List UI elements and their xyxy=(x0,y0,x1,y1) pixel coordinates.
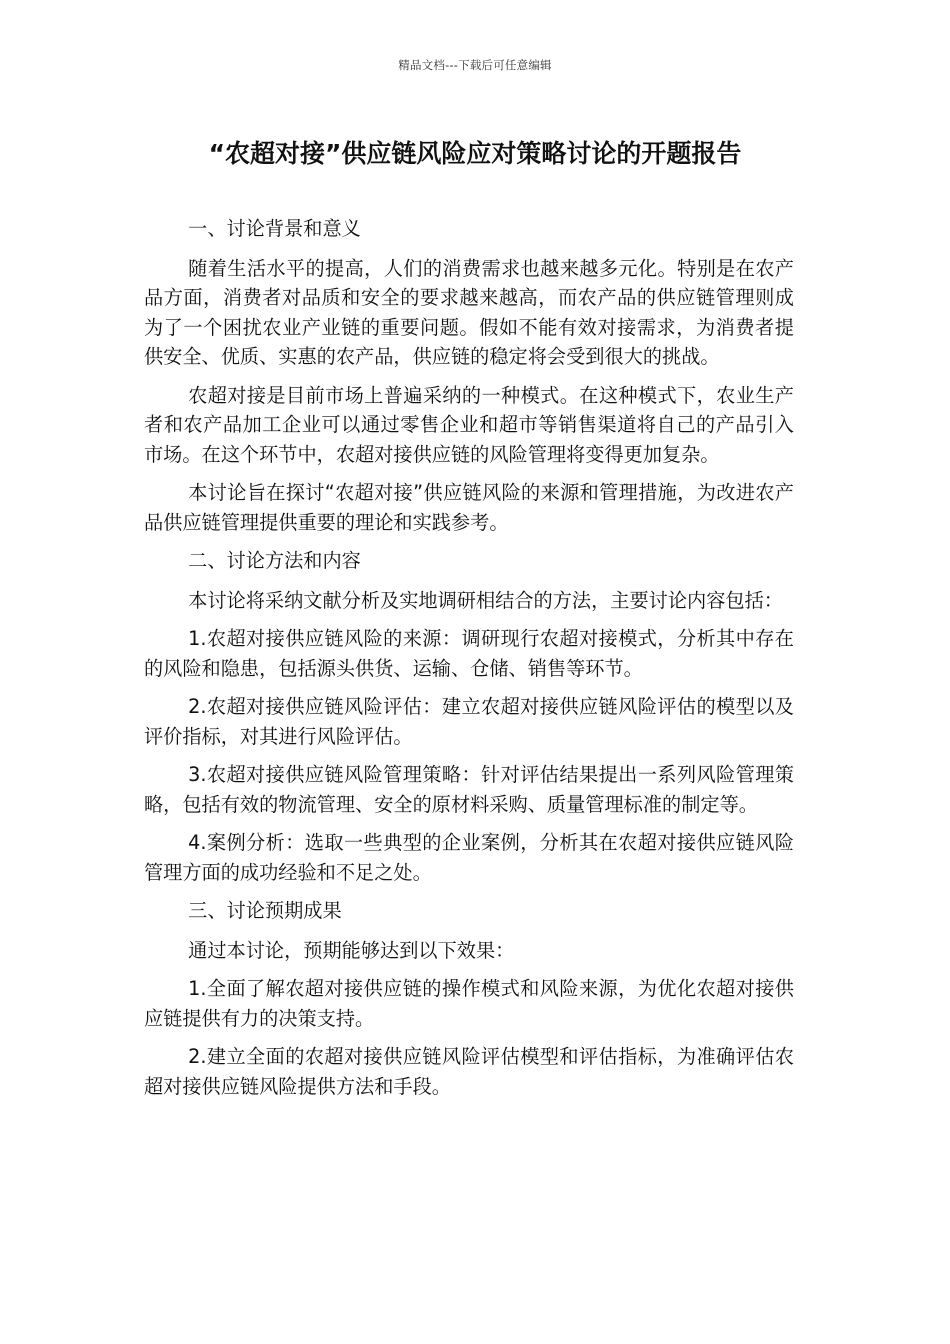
list-item-outcomes-2: 2.建立全面的农超对接供应链风险评估模型和评估指标，为准确评估农超对接供应链风险提供方法和手段。 xyxy=(144,1045,794,1098)
document-body xyxy=(144,214,794,1110)
paragraph-background-2: 农超对接是目前市场上普遍采纳的一种模式。在这种模式下，农业生产者和农产品加工企业可以通过零售企业和超市等销售渠道将自己的产品引入市场。在这个环节中，农超对接供应链的风险管理将变得更加复杂。 xyxy=(144,383,794,466)
list-item-methods-1: 1.农超对接供应链风险的来源：调研现行农超对接模式，分析其中存在的风险和隐患，包括源头供货、运输、仓储、销售等环节。 xyxy=(144,627,794,680)
paragraph-methods-intro: 本讨论将采纳文献分析及实地调研相结合的方法，主要讨论内容包括： xyxy=(188,588,783,612)
paragraph-outcomes-intro: 通过本讨论，预期能够达到以下效果： xyxy=(188,938,515,962)
list-item-methods-3: 3.农超对接供应链风险管理策略：针对评估结果提出一系列风险管理策略，包括有效的物流管理、安全的原材料采购、质量管理标准的制定等。 xyxy=(144,763,794,816)
list-item-methods-4: 4.案例分析：选取一些典型的企业案例，分析其在农超对接供应链风险管理方面的成功经验和不足之处。 xyxy=(144,831,794,884)
section-heading-background: 一、讨论背景和意义 xyxy=(188,217,361,240)
list-item-methods-2: 2.农超对接供应链风险评估：建立农超对接供应链风险评估的模型以及评价指标，对其进行风险评估。 xyxy=(144,695,794,748)
section-heading-outcomes: 三、讨论预期成果 xyxy=(188,899,342,922)
paragraph-background-3: 本讨论旨在探讨“农超对接”供应链风险的来源和管理措施，为改进农产品供应链管理提供重要的理论和实践参考。 xyxy=(144,481,794,534)
paragraph-background-1: 随着生活水平的提高，人们的消费需求也越来越多元化。特别是在农产品方面，消费者对品质和安全的要求越来越高，而农产品的供应链管理则成为了一个困扰农业产业链的重要问题。假如不能有效对接需求，为消费者提供安全、优质、实惠的农产品，供应链的稳定将会受到很大的挑战。 xyxy=(144,256,794,368)
page-header-note: 精品文档---下载后可任意编辑 xyxy=(398,58,552,72)
document-title: “农超对接”供应链风险应对策略讨论的开题报告 xyxy=(208,139,742,168)
list-item-outcomes-1: 1.全面了解农超对接供应链的操作模式和风险来源，为优化农超对接供应链提供有力的决策支持。 xyxy=(144,977,794,1030)
section-heading-methods: 二、讨论方法和内容 xyxy=(188,549,361,572)
